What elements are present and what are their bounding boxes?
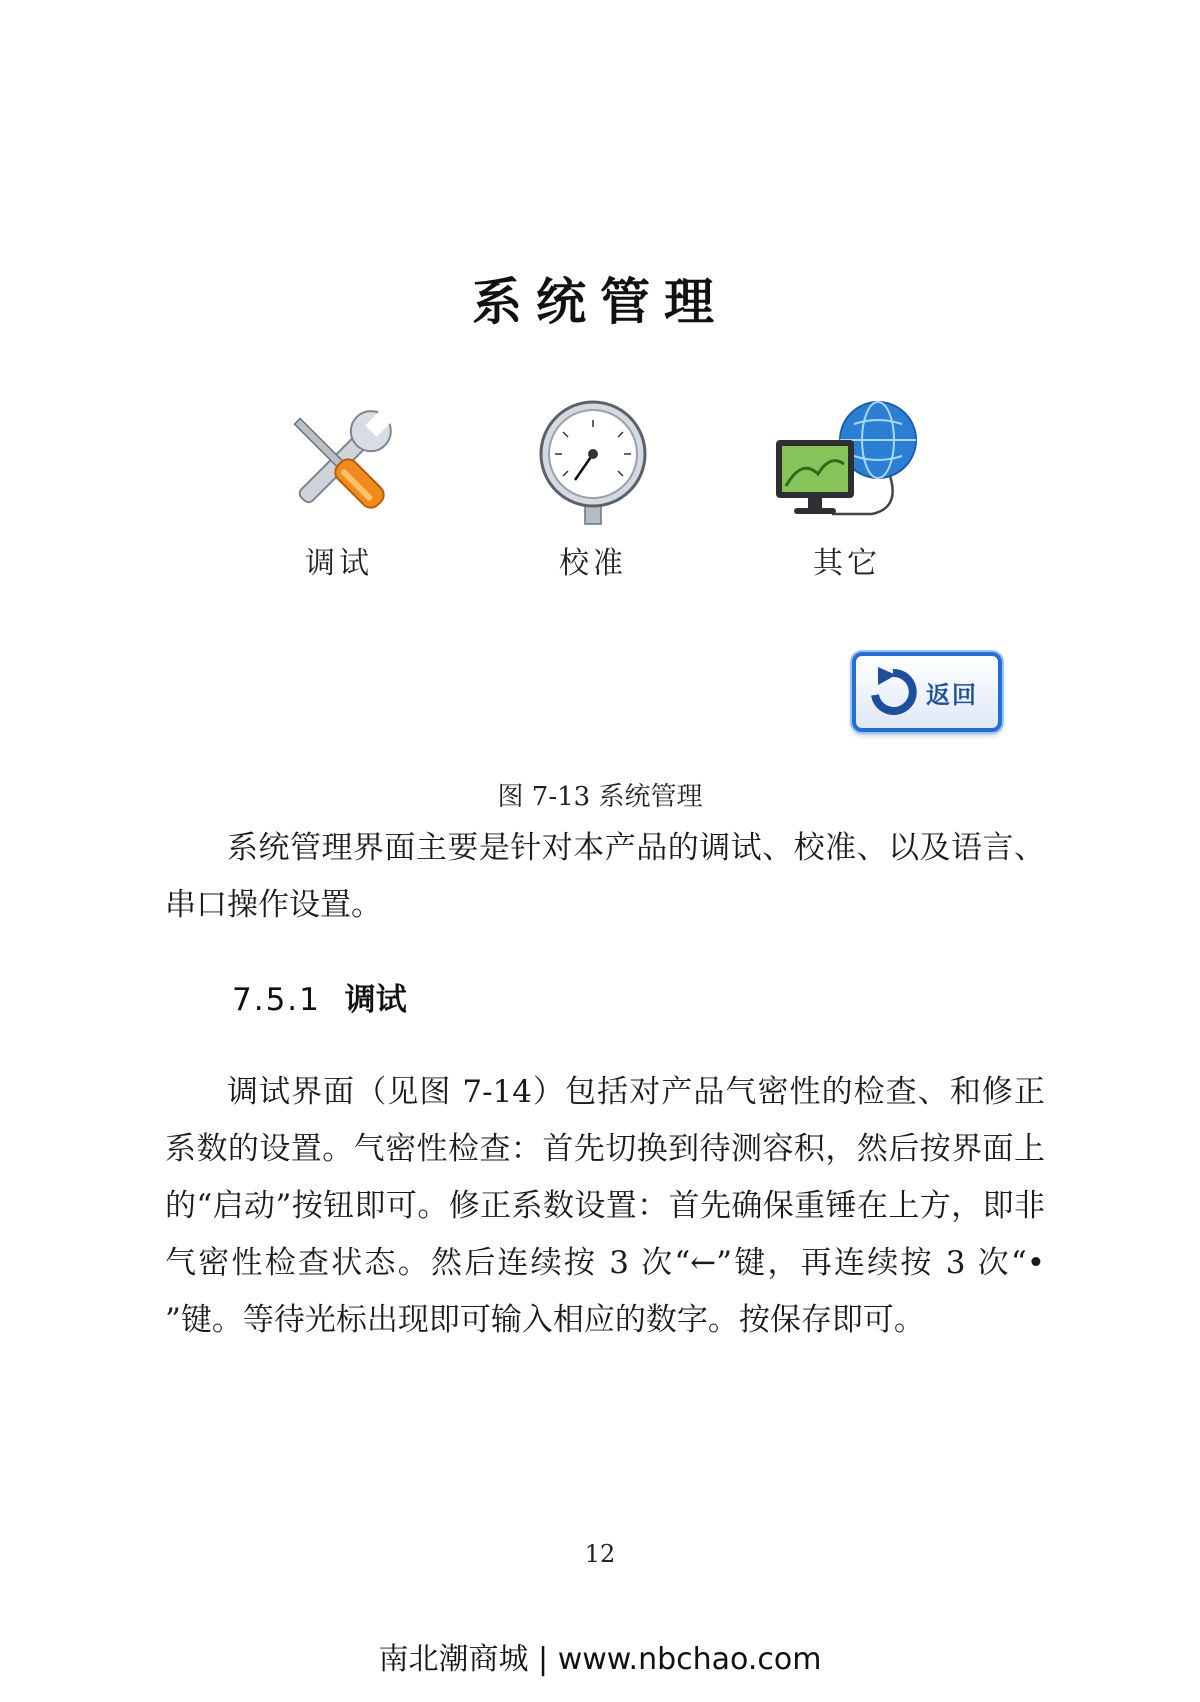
tools-icon — [269, 398, 409, 528]
watermark: 南北潮商城 | www.nbchao.com — [378, 1642, 822, 1677]
paragraph-intro: 系统管理界面主要是针对本产品的调试、校准、以及语言、串口操作设置。 — [165, 830, 1045, 923]
page-number: 12 — [584, 1540, 616, 1568]
back-button-label: 返回 — [926, 680, 978, 709]
figure-caption: 图 7-13 系统管理 — [497, 782, 703, 812]
menu-item-calibrate-label: 校准 — [559, 546, 627, 581]
back-button[interactable] — [852, 652, 1002, 732]
paragraph-debug: 调试界面（见图 7-14）包括对产品气密性的检查、和修正系数的设置。气密性检查：首先切换到待测容积，然后按界面上的“启动”按钮即可。修正系数设置：首先确保重锤在上方，即非气密性检查状态。然后连续按 3 次“←”键，再连续按 3 次“• ”键。等待光标出现即可输入相应的数字。按保存即可。 — [165, 1074, 1045, 1338]
menu-item-debug[interactable] — [254, 398, 424, 582]
menu-item-debug-label: 调试 — [305, 546, 373, 581]
menu-item-other-label: 其它 — [813, 546, 881, 581]
screen-title: 系统管理 — [472, 272, 728, 331]
menu-item-calibrate[interactable] — [508, 398, 678, 582]
pressure-gauge-icon — [523, 398, 663, 528]
section-heading — [232, 974, 407, 1019]
menu-item-other[interactable] — [762, 398, 932, 582]
monitor-globe-icon — [772, 398, 922, 528]
section-title: 调试 — [344, 982, 407, 1018]
back-arrow-icon — [866, 665, 920, 719]
section-number: 7.5.1 — [232, 982, 321, 1018]
